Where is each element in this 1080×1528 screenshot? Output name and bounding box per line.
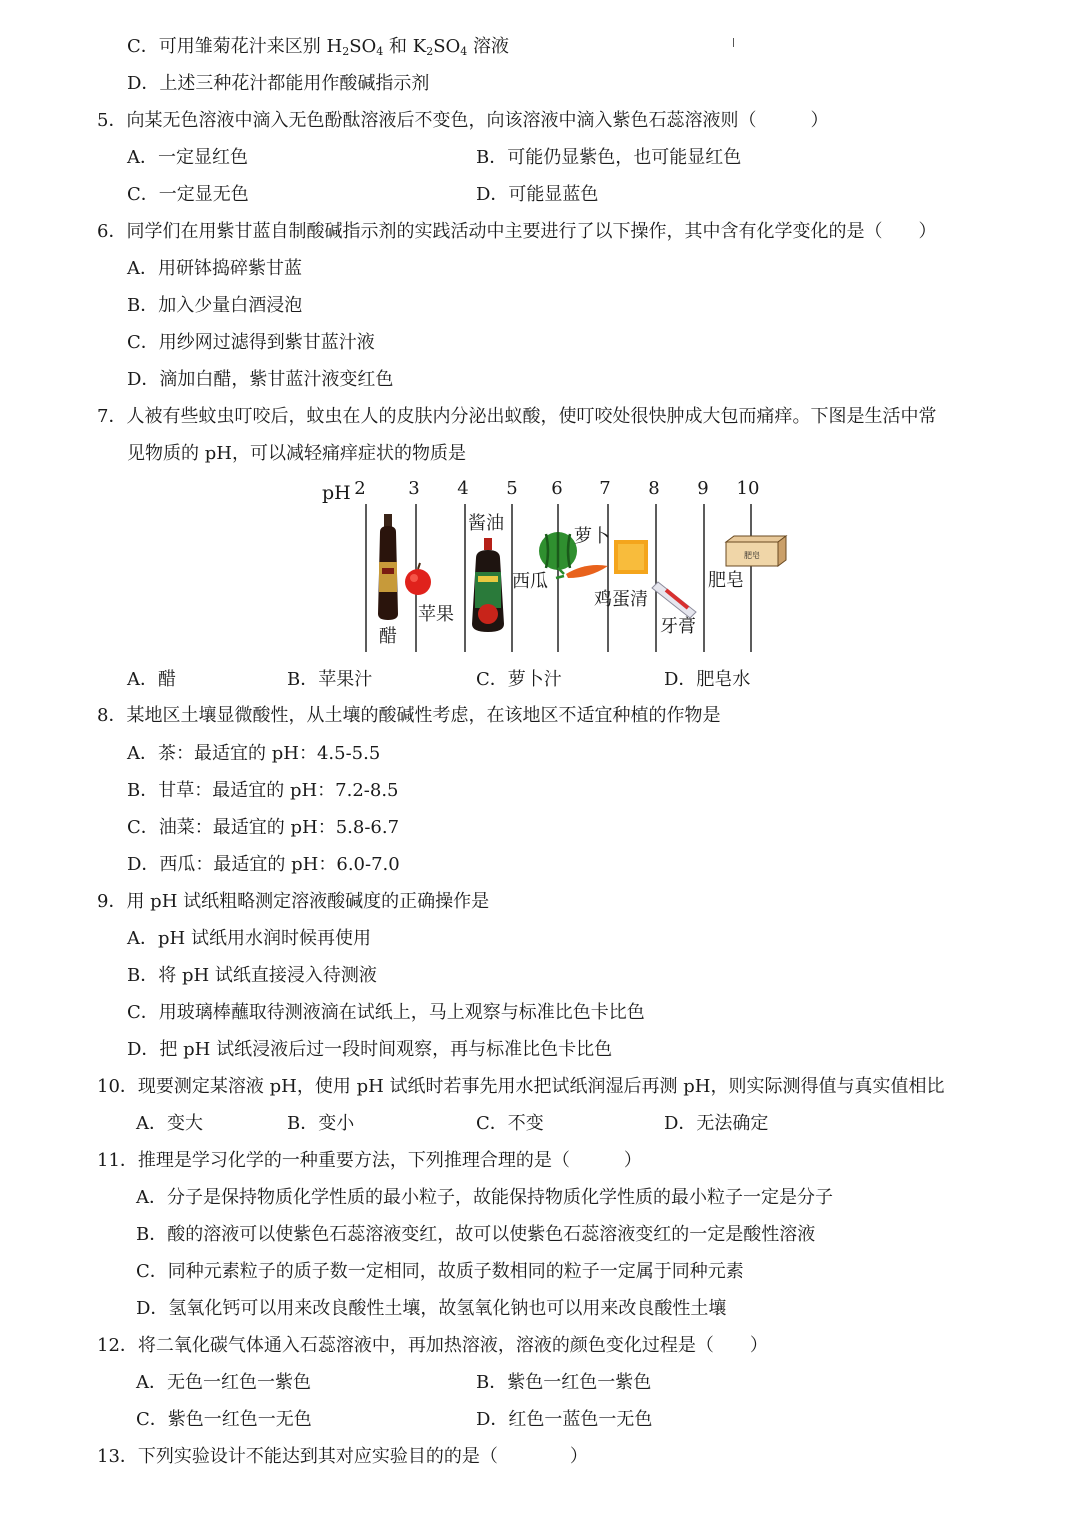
q7-stem-line1: 7．人被有些蚊虫叮咬后，蚊虫在人的皮肤内分泌出蚁酸，使叮咬处很快肿成大包而痛痒。下图是生活中常 xyxy=(97,406,937,427)
q7-option-d: D．肥皂水 xyxy=(664,669,751,690)
label-soy-sauce: 酱油 xyxy=(468,513,504,534)
soap-box-label: 肥皂 xyxy=(744,551,760,560)
q12-stem: 12．将二氧化碳气体通入石蕊溶液中，再加热溶液，溶液的颜色变化过程是（ ） xyxy=(97,1335,768,1356)
watermelon-icon xyxy=(539,532,577,570)
q7-option-a: A．醋 xyxy=(127,669,176,690)
q6-option-b: B．加入少量白酒浸泡 xyxy=(127,295,303,316)
q4-option-d: D．上述三种花汁都能用作酸碱指示剂 xyxy=(127,73,430,94)
label-apple: 苹果 xyxy=(418,604,454,625)
apple-icon xyxy=(405,563,431,595)
q12-option-d: D．红色一蓝色一无色 xyxy=(476,1409,653,1430)
q12-option-a: A．无色一红色一紫色 xyxy=(136,1372,311,1393)
q9-option-a: A．pH 试纸用水润时候再使用 xyxy=(127,928,371,949)
q5-option-c: C．一定显无色 xyxy=(127,184,249,205)
q13-stem: 13．下列实验设计不能达到其对应实验目的的是（ ） xyxy=(97,1446,588,1467)
q8-stem: 8．某地区土壤显微酸性，从土壤的酸碱性考虑，在该地区不适宜种植的作物是 xyxy=(97,705,721,726)
ph-axis-label: pH xyxy=(322,482,351,504)
q12-option-c: C．紫色一红色一无色 xyxy=(136,1409,312,1430)
label-egg-white: 鸡蛋清 xyxy=(594,589,648,610)
ph-tick-4: 4 xyxy=(457,478,469,499)
q10-option-a: A．变大 xyxy=(136,1113,203,1134)
label-vinegar: 醋 xyxy=(379,626,397,647)
q6-option-c: C．用纱网过滤得到紫甘蓝汁液 xyxy=(127,332,375,353)
q5-option-b: B．可能仍显紫色，也可能显红色 xyxy=(476,147,742,168)
q8-option-b: B．甘草：最适宜的 pH：7.2-8.5 xyxy=(127,780,399,801)
ph-tick-6: 6 xyxy=(551,478,563,499)
ph-tick-7: 7 xyxy=(599,478,611,499)
q6-stem: 6．同学们在用紫甘蓝自制酸碱指示剂的实践活动中主要进行了以下操作，其中含有化学变化的是（ ） xyxy=(97,221,937,242)
q9-stem: 9．用 pH 试纸粗略测定溶液酸碱度的正确操作是 xyxy=(97,891,490,912)
q10-option-c: C．不变 xyxy=(476,1113,544,1134)
q11-option-a: A．分子是保持物质化学性质的最小粒子，故能保持物质化学性质的最小粒子一定是分子 xyxy=(136,1187,833,1208)
label-radish: 萝卜 xyxy=(574,526,610,547)
ph-tick-3: 3 xyxy=(408,478,420,499)
vinegar-bottle-icon xyxy=(378,514,398,620)
ph-tick-8: 8 xyxy=(648,478,660,499)
q10-option-d: D．无法确定 xyxy=(664,1113,769,1134)
q9-option-d: D．把 pH 试纸浸液后过一段时间观察，再与标准比色卡比色 xyxy=(127,1039,613,1060)
q12-option-b: B．紫色一红色一紫色 xyxy=(476,1372,652,1393)
ph-tick-9: 9 xyxy=(697,478,709,499)
q9-option-b: B．将 pH 试纸直接浸入待测液 xyxy=(127,965,377,986)
ph-tick-5: 5 xyxy=(506,478,518,499)
q5-option-d: D．可能显蓝色 xyxy=(476,184,599,205)
q11-option-b: B．酸的溶液可以使紫色石蕊溶液变红，故可以使紫色石蕊溶液变红的一定是酸性溶液 xyxy=(136,1224,816,1245)
q11-stem: 11．推理是学习化学的一种重要方法，下列推理合理的是（ ） xyxy=(97,1150,642,1171)
q9-option-c: C．用玻璃棒蘸取待测液滴在试纸上，马上观察与标准比色卡比色 xyxy=(127,1002,645,1023)
q11-option-d: D．氢氧化钙可以用来改良酸性土壤，故氢氧化钠也可以用来改良酸性土壤 xyxy=(136,1298,727,1319)
soap-box-icon xyxy=(726,536,786,566)
label-toothpaste: 牙膏 xyxy=(660,616,696,637)
q8-option-c: C．油菜：最适宜的 pH：5.8-6.7 xyxy=(127,817,400,838)
soy-sauce-bottle-icon xyxy=(472,538,504,632)
toothpaste-icon xyxy=(652,582,696,618)
q5-option-a: A．一定显红色 xyxy=(127,147,248,168)
egg-white-icon xyxy=(614,540,648,574)
q4-option-c: C．可用雏菊花汁来区别 $H_2SO_4$ 和 $K_2SO_4$ 溶液 xyxy=(127,36,510,58)
label-soap: 肥皂 xyxy=(708,570,744,591)
q7-stem-line2: 见物质的 pH，可以减轻痛痒症状的物质是 xyxy=(127,443,466,464)
q8-option-d: D．西瓜：最适宜的 pH：6.0-7.0 xyxy=(127,854,400,875)
ph-tick-2: 2 xyxy=(354,478,366,499)
stray-mark xyxy=(733,38,734,47)
ph-tick-10: 10 xyxy=(736,478,760,499)
q5-stem: 5．向某无色溶液中滴入无色酚酞溶液后不变色，向该溶液中滴入紫色石蕊溶液则（ ） xyxy=(97,110,829,131)
q8-option-a: A．茶：最适宜的 pH：4.5-5.5 xyxy=(127,743,381,764)
q6-option-a: A．用研钵捣碎紫甘蓝 xyxy=(127,258,302,279)
q10-stem: 10．现要测定某溶液 pH，使用 pH 试纸时若事先用水把试纸润湿后再测 pH，则实际测得值与真实值相比 xyxy=(97,1076,945,1097)
q7-option-b: B．苹果汁 xyxy=(287,669,373,690)
label-watermelon: 西瓜 xyxy=(512,571,548,592)
q11-option-c: C．同种元素粒子的质子数一定相同，故质子数相同的粒子一定属于同种元素 xyxy=(136,1261,744,1282)
ph-scale-figure xyxy=(318,474,798,662)
q6-option-d: D．滴加白醋，紫甘蓝汁液变红色 xyxy=(127,369,394,390)
q10-option-b: B．变小 xyxy=(287,1113,355,1134)
q7-option-c: C．萝卜汁 xyxy=(476,669,562,690)
